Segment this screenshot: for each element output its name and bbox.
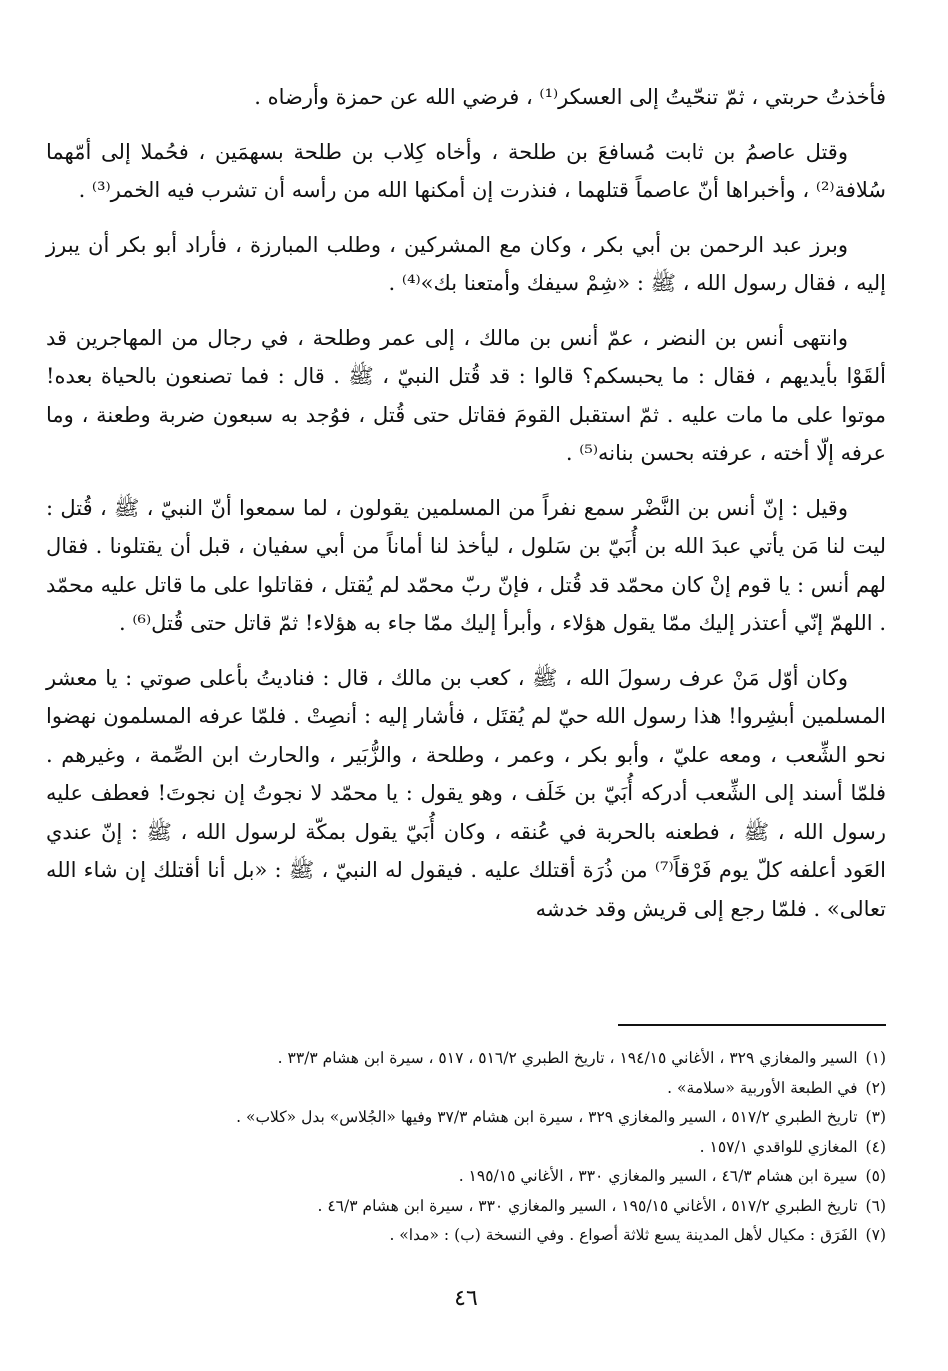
footnote-6 [46, 1192, 886, 1222]
footnote-2 [46, 1074, 886, 1104]
footnote-text: تاريخ الطبري ٥١٧/٢ ، السير والمغازي ٣٢٩ ، سيرة ابن هشام ٣٧/٣ وفيها «الجُلاس» بدل «كلاب» . [236, 1108, 858, 1126]
footnote-divider [618, 1024, 886, 1026]
page-number: ٤٦ [454, 1286, 478, 1311]
footnote-number: (٤) [865, 1137, 886, 1156]
footnote-5 [46, 1162, 886, 1192]
paragraph-3: وبرز عبد الرحمن بن أبي بكر ، وكان مع المشركين ، وطلب المبارزة ، فأراد أبو بكر أن يبرز إليه ، فقال رسول الله ، ﷺ : «شِمْ سيفك وأمتعنا بك»⁽⁴⁾ . [46, 232, 886, 295]
footnote-number: (٥) [865, 1167, 886, 1185]
paragraph-1: فأخذتُ حربتي ، ثمّ تنحّيتُ إلى العسكر⁽¹⁾ ، فرضي الله عن حمزة وأرضاه . [254, 85, 886, 109]
footnote-text: تاريخ الطبري ٥١٧/٢ ، الأغاني ١٩٥/١٥ ، السير والمغازي ٣٣٠ ، سيرة ابن هشام ٤٦/٣ . [317, 1196, 858, 1215]
main-text [46, 78, 886, 928]
footnote-number: (١) [865, 1049, 886, 1067]
paragraph-2: وقتل عاصمُ بن ثابت مُسافعَ بن طلحة ، وأخاه كِلاب بن طلحة بسهمَين ، فحُملا إلى أمّهما سُلافة⁽²⁾ ، وأخبراها أنّ عاصماً قتلهما ، فنذرت إن أمكنها الله من رأسه أن تشرب فيه الخمر⁽³⁾ . [46, 139, 886, 202]
footnote-number: (٦) [865, 1196, 886, 1215]
footnote-text: المغازي للواقدي ١٥٧/١ . [699, 1137, 858, 1156]
footnotes [46, 1044, 886, 1251]
footnote-text: سيرة ابن هشام ٤٦/٣ ، السير والمغازي ٣٣٠ ، الأغاني ١٩٥/١٥ . [458, 1167, 858, 1185]
footnote-number: (٧) [865, 1226, 886, 1244]
footnote-number: (٣) [865, 1108, 886, 1126]
paragraph-5: وقيل : إنّ أنس بن النَّضْر سمع نفراً من المسلمين يقولون ، لما سمعوا أنّ النبيّ ، ﷺ ، قُتل : ليت لنا مَن يأتي عبدَ الله بن أُبَيّ بن سَلول ، ليأخذ لنا أماناً من أبي سفيان ، قبل أن يقتلونا . فقال لهم أنس : يا قوم إنْ كان محمّد قد قُتل ، فإنّ ربّ محمّد لم يُقتل ، فقاتلوا على ما قاتل عليه محمّد . اللهمّ إنّي أعتذر إليك ممّا يقول هؤلاء ، وأبرأ إليك ممّا جاء به هؤلاء! ثمّ قاتل حتى قُتل⁽⁶⁾ . [46, 495, 886, 635]
footnote-text: السير والمغازي ٣٢٩ ، الأغاني ١٩٤/١٥ ، تاريخ الطبري ٥١٦/٢ ، ٥١٧ ، سيرة ابن هشام ٣٣/٣ . [277, 1049, 858, 1067]
footnote-3 [46, 1103, 886, 1133]
book-page [46, 78, 886, 1371]
footnote-4 [46, 1133, 886, 1163]
footnote-text: في الطبعة الأوربية «سلامة» . [667, 1078, 858, 1097]
footnote-1 [46, 1044, 886, 1074]
paragraph-4: وانتهى أنس بن النضر ، عمّ أنس بن مالك ، إلى عمر وطلحة ، في رجال من المهاجرين قد ألقَوْا بأيديهم ، فقال : ما يحبسكم؟ قالوا : قد قُتل النبيّ ، ﷺ . قال : فما تصنعون بالحياة بعده! موتوا على ما مات عليه . ثمّ استقبل القومَ فقاتل حتى قُتل ، فوُجد به سبعون ضربة وطعنة ، وما عرفه إلّا أخته ، عرفته بحسن بنانه⁽⁵⁾ . [46, 325, 886, 465]
paragraph-6: وكان أوّل مَنْ عرف رسولَ الله ، ﷺ ، كعب بن مالك ، قال : فناديتُ بأعلى صوتي : يا معشر المسلمين أبشِروا! هذا رسول الله حيّ لم يُقتَل ، فأشار إليه : أنصِتْ . فلمّا عرفه المسلمون نهضوا نحو الشِّعب ، ومعه عليّ ، وأبو بكر ، وعمر ، وطلحة ، والزُّبَير ، والحارث ابن الصِّمة ، وغيرهم . فلمّا أسند إلى الشِّعب أدركه أُبَيّ بن خَلَف ، وهو يقول : يا محمّد لا نجوتُ إن نجوتَ! فعطف عليه رسول الله ، ﷺ ، فطعنه بالحربة في عُنقه ، وكان أُبَيّ يقول بمكّة لرسول الله ، ﷺ : إنّ عندي العَود أعلفه كلّ يوم فَرْقاً⁽⁷⁾ من ذُرَة أقتلك عليه . فيقول له النبيّ ، ﷺ : «بل أنا أقتلك إن شاء الله تعالى» . فلمّا رجع إلى قريش وقد خدشه [46, 665, 886, 921]
footnote-text: الفَرَق : مكيال لأهل المدينة يسع ثلاثة أصواع . وفي النسخة (ب) : «مدا» . [389, 1226, 858, 1244]
footnote-7 [46, 1221, 886, 1251]
footnote-number: (٢) [865, 1078, 886, 1097]
